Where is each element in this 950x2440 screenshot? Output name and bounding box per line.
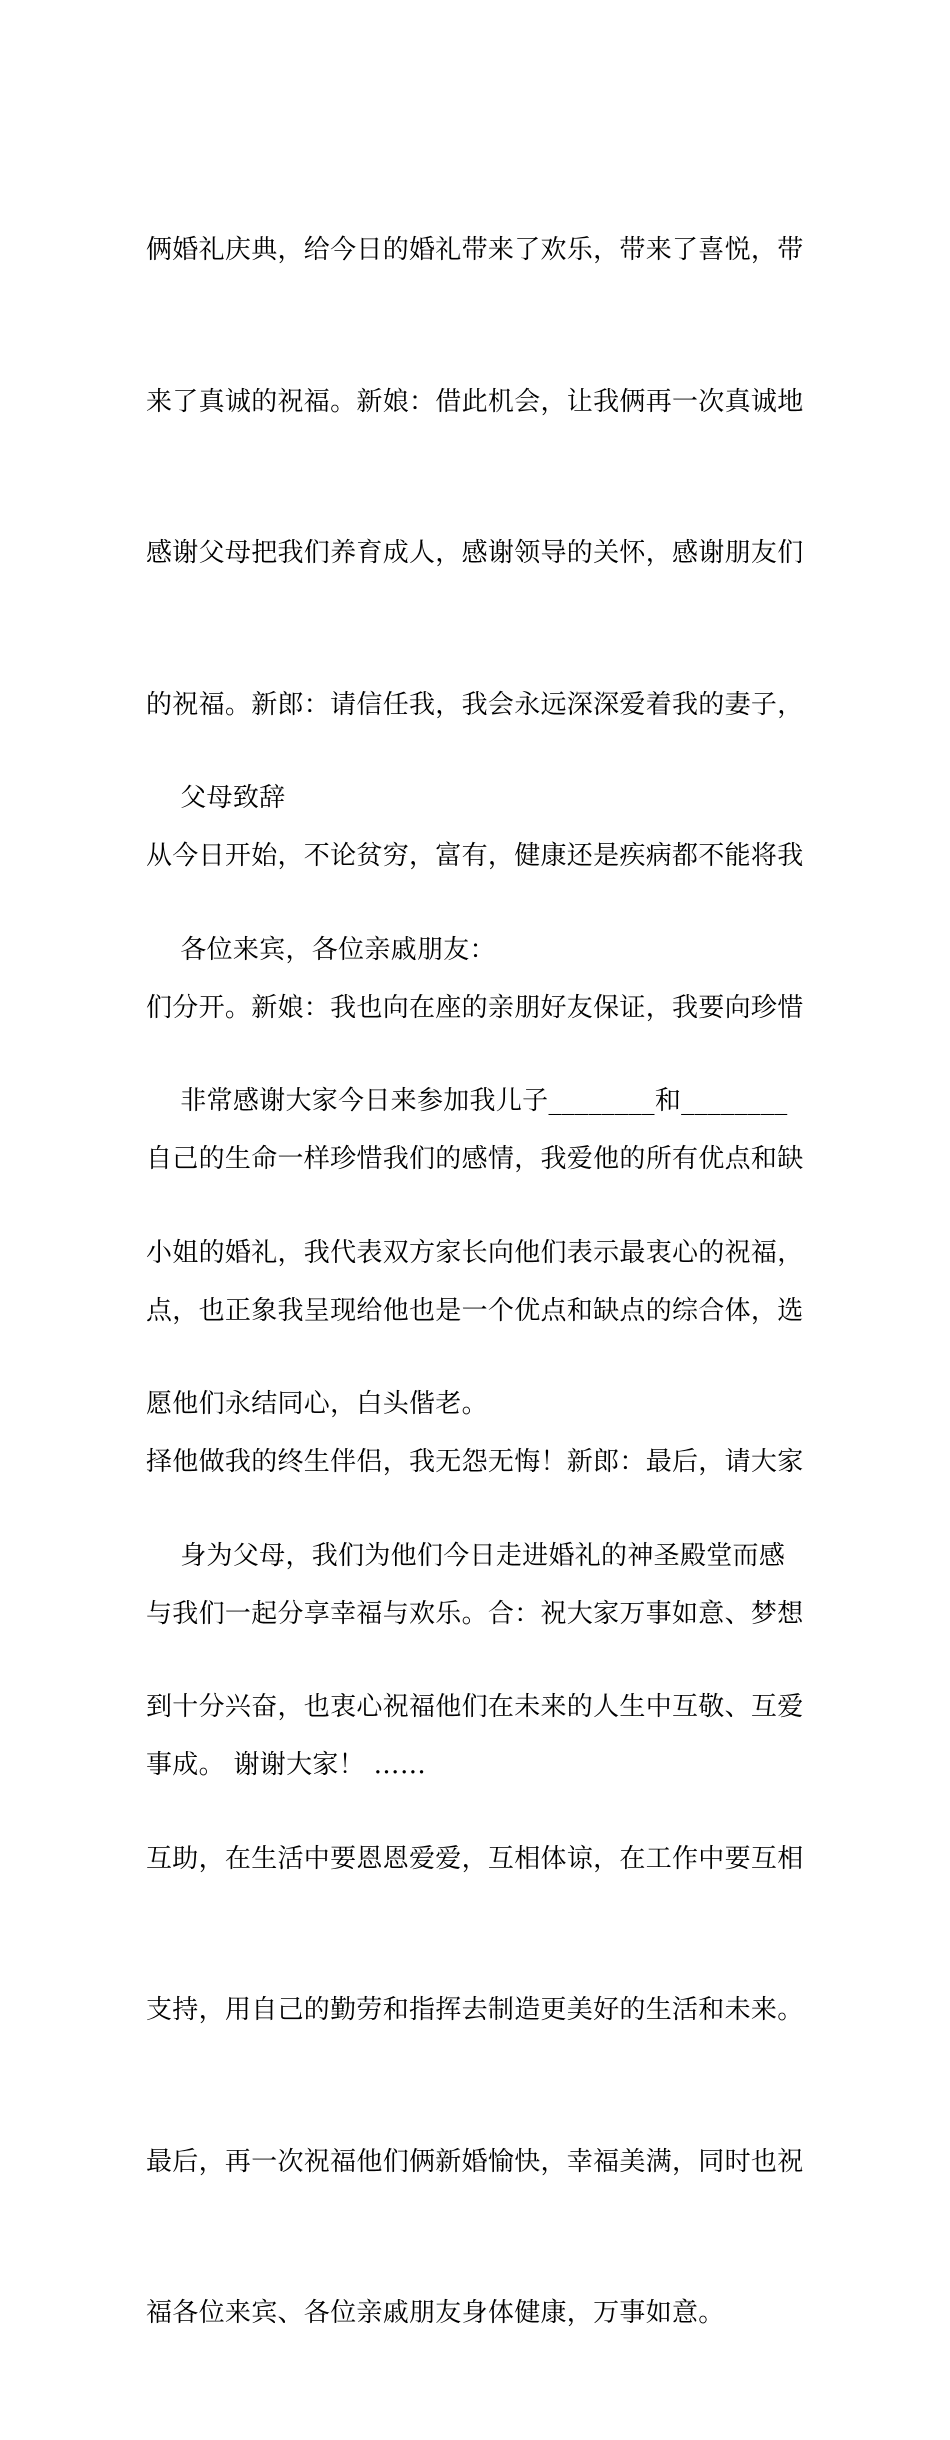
text-line: 俩婚礼庆典，给今日的婚礼带来了欢乐，带来了喜悦，带 (146, 235, 804, 265)
section-heading: 父母致辞 (146, 783, 286, 813)
text-line: 的祝福。新郎：请信任我，我会永远深深爱着我的妻子， (146, 689, 804, 720)
text-line: 互助，在生活中要恩恩爱爱，互相体谅，在工作中要互相 (146, 1843, 804, 1874)
text-line: 愿他们永结同心，白头偕老。 (146, 1389, 488, 1419)
text-line: 支持，用自己的勤劳和指挥去制造更美好的生活和未来。 (146, 1995, 804, 2025)
text-line: 福各位来宾、各位亲戚朋友身体健康，万事如意。 (146, 2298, 725, 2328)
text-line: 事成。 谢谢大家！ …… (146, 1750, 427, 1780)
parents-speech-section (146, 672, 806, 2440)
text-line: 与我们一起分享幸福与欢乐。合：祝大家万事如意、梦想 (146, 1598, 804, 1629)
text-line: 小姐的婚礼，我代表双方家长向他们表示最衷心的祝福， (146, 1237, 804, 1268)
text-line: 身为父母，我们为他们今日走进婚礼的神圣殿堂而感 (146, 1540, 786, 1571)
text-line: 非常感谢大家今日来参加我儿子________和________ (146, 1086, 788, 1116)
text-line: 来了真诚的祝福。新娘：借此机会，让我俩再一次真诚地 (146, 386, 804, 417)
text-line: 最后，再一次祝福他们俩新婚愉快，幸福美满，同时也祝 (146, 2146, 804, 2177)
salutation-line: 各位来宾，各位亲戚朋友： (146, 934, 496, 965)
text-line: 们分开。新娘：我也向在座的亲朋好友保证，我要向珍惜 (146, 992, 804, 1023)
text-line: 到十分兴奋，也衷心祝福他们在未来的人生中互敬、互爱 (146, 1692, 804, 1722)
text-line: 感谢父母把我们养育成人，感谢领导的关怀，感谢朋友们 (146, 538, 804, 568)
text-line: 点，也正象我呈现给他也是一个优点和缺点的综合体，选 (146, 1295, 804, 1326)
text-line: 择他做我的终生伴侣，我无怨无悔！新郎：最后，请大家 (146, 1447, 804, 1477)
text-line: 从今日开始，不论贫穷，富有，健康还是疾病都不能将我 (146, 841, 804, 871)
text-line: 自己的生命一样珍惜我们的感情，我爱他的所有优点和缺 (146, 1144, 804, 1174)
